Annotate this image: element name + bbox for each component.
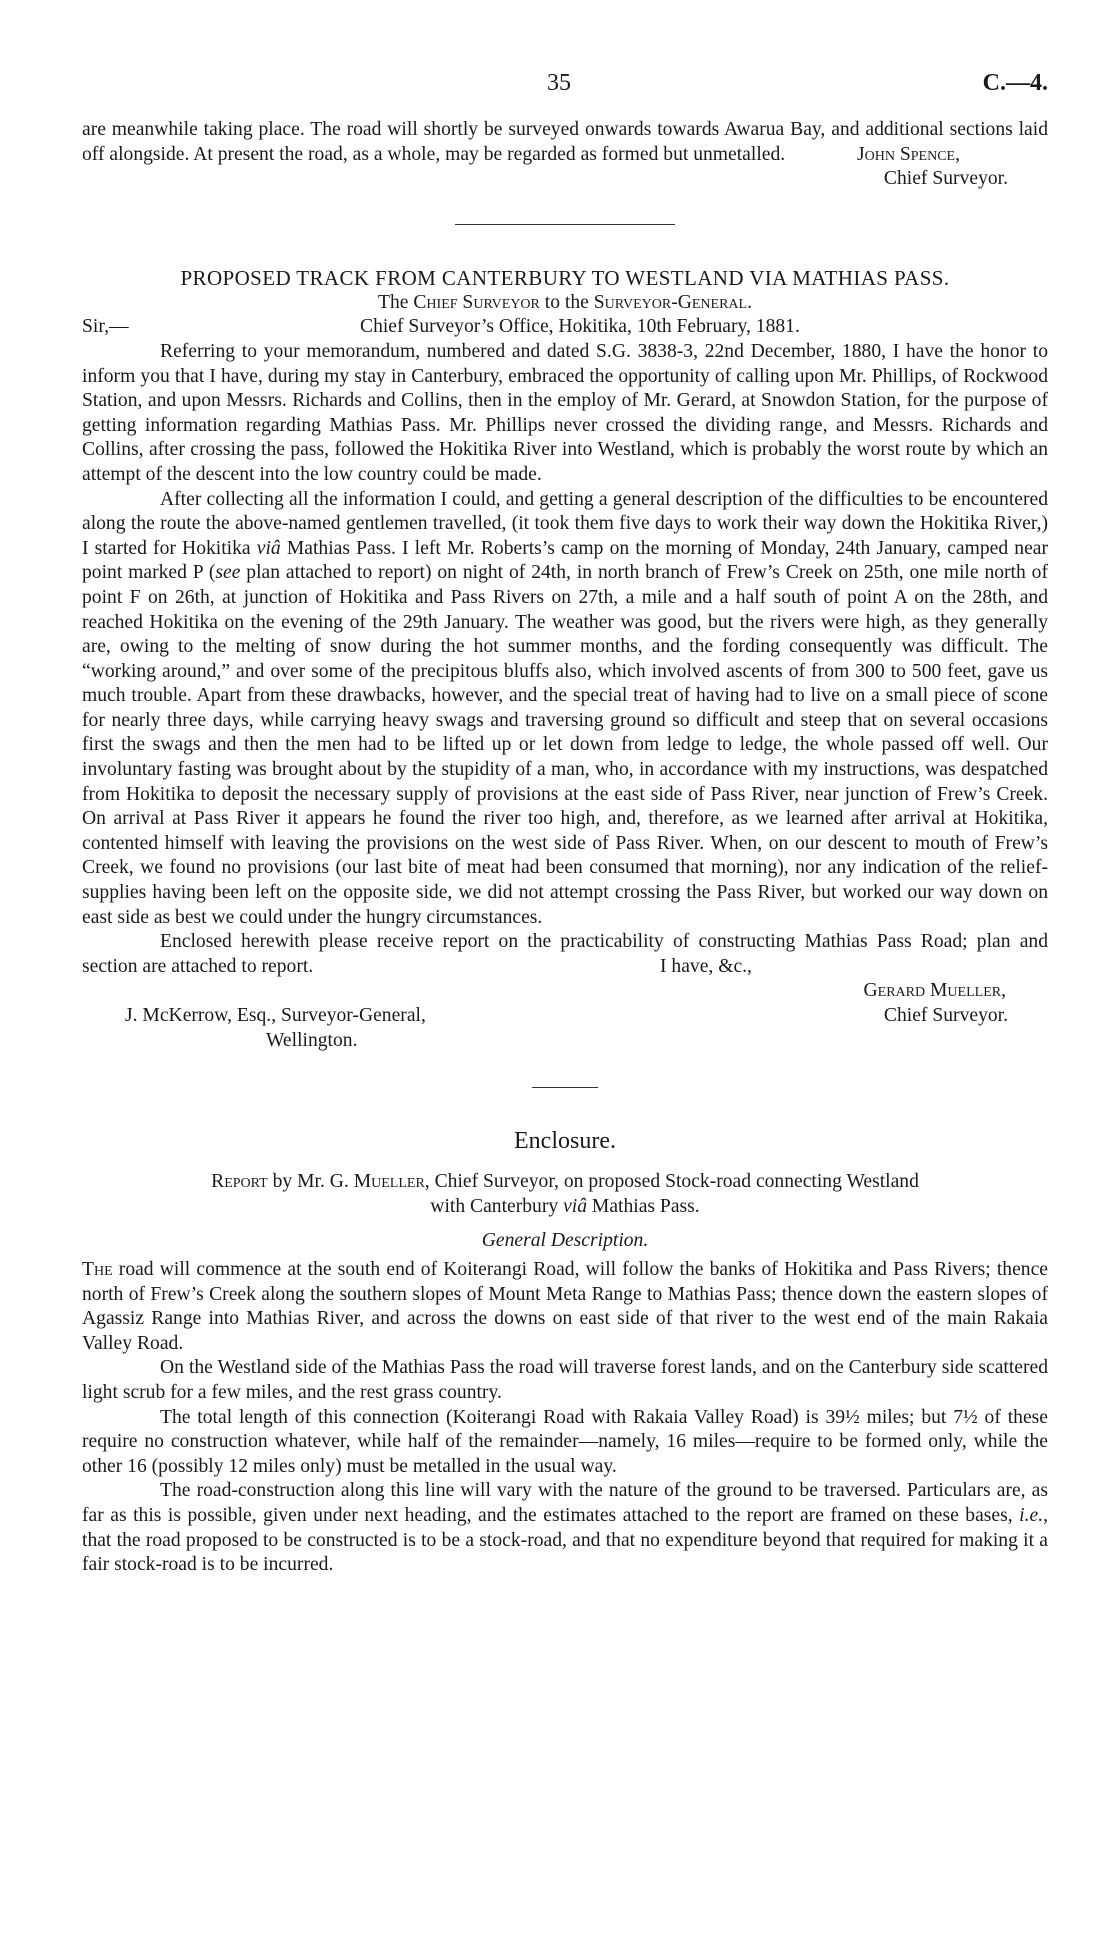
para2-via: viâ: [256, 537, 281, 559]
subtitle-to: Surveyor-General.: [593, 291, 752, 313]
enclosure-paragraph-2: On the Westland side of the Mathias Pass the road will traverse forest lands, and on the Canterbury side scattered light scrub for a few miles, and the rest grass country.: [82, 1357, 1048, 1403]
enclosure-paragraph-4: [82, 1479, 1048, 1577]
report-by: by Mr. G.: [267, 1171, 354, 1193]
opening-paragraph: are meanwhile taking place. The road will shortly be surveyed onwards towards Awarua Bay, and additional sections laid off alongside. At present the road, as a whole, may be regarded as formed but unmetalled.: [82, 119, 1048, 165]
salutation: Sir,—: [82, 316, 129, 338]
salutation-line: [82, 315, 1048, 340]
enclosure-title: Enclosure.: [514, 1128, 616, 1155]
report-word: Report: [211, 1171, 268, 1193]
letter-paragraph-2: [82, 488, 1048, 931]
para2-part-c: plan attached to report) on night of 24th, in north branch of Frew’s Creek on 25th, one mile north of point F on 26th, at junction of Hokitika and Pass Rivers on 27th, a mile and a half south of point A on the 28th, and reached Hokitika on the evening of the 29th January. The weather was good, but the rivers were high, as they generally are, owing to the melting of snow during the hot summer months, and the fording consequently was difficult. The “working around,” and over some of the precipitous bluffs also, which involved ascents of from 300 to 500 feet, gave us much trouble. Apart from these drawbacks, however, and the special treat of having had to live on a small piece of scone for nearly three days, while carrying heavy swags and traversing ground so difficult and steep that on several occasions first the swags and then the men had to be lifted up or let down from ledge to ledge, the whole passed off well. Our involuntary fasting was brought about by the stupidity of a man, who, in accordance with my instructions, was despatched from Hokitika to deposit the necessary supply of provisions at the east side of Pass River, near junction of Frew’s Creek. On arrival at Pass River it appears he found the river too high, and, therefore, as we learned after arrival at Hokitika, contented himself with leaving the provisions on the west side of Pass River. When, on our descent to mouth of Frew’s Creek, we found no provisions (our last bite of meat had been consumed that morning), nor any indication of the relief-supplies having been left on the opposite side, we did not attempt crossing the Pass River, but worked our way down on east side as best we could under the hungry circumstances.: [82, 562, 1049, 928]
report-line-a: , Chief Surveyor, on proposed Stock-road connecting Westland: [424, 1171, 919, 1193]
page-header: [82, 0, 1048, 118]
subtitle-prefix: The: [377, 291, 414, 313]
enclosure-section: [82, 1126, 1048, 1578]
enclosure-paragraph-1: [82, 1258, 1048, 1356]
para2-part-b: Mathias Pass. I left Mr. Roberts’s camp on the morning of Monday, 24th January, camped near point marked P (: [82, 537, 1048, 584]
letter-paragraph-1: Referring to your memorandum, numbered and dated S.G. 3838-3, 22nd December, 1880, I have the honor to inform you that I have, during my stay in Canterbury, embraced the opportunity of calling upon Mr. Phillips, of Rockwood Station, and upon Messrs. Richards and Collins, then in the employ of Mr. Gerard, at Snowdon Station, for the purpose of getting information regarding Mathias Pass. Mr. Phillips never crossed the dividing range, and Messrs. Richards and Collins, after crossing the pass, followed the Hokitika River into Westland, which is probably the worst route by which an attempt of the descent into the low country could be made.: [82, 340, 1048, 485]
enclosure-paragraph-3: The total length of this connection (Koiterangi Road with Rakaia Valley Road) is 39½ miles; but 7½ of these require no construction whatever, while half of the remainder—namely, 16 miles—require to be formed only, while the other 16 (possibly 12 miles only) must be metalled in the usual way.: [82, 1406, 1048, 1477]
letter-subtitle: [82, 291, 1048, 316]
report-line-b-pre: with Canterbury: [430, 1195, 564, 1217]
letter-paragraph-3: Enclosed herewith please receive report on the practicability of constructing Mathias Pass Road; plan and section are attached to report.: [82, 931, 1048, 977]
signer-title: Chief Surveyor.: [883, 1005, 1008, 1026]
document-reference: C.—4.: [982, 70, 1048, 96]
para2-see: see: [215, 562, 241, 584]
section-divider: [455, 224, 675, 225]
dateline: Chief Surveyor’s Office, Hokitika, 10th February, 1881.: [360, 316, 800, 338]
p1-text: road will commence at the south end of Koiterangi Road, will follow the banks of Hokitika and Pass Rivers; thence north of Frew’s Creek along the southern slopes of Mount Meta Range to Mathias Pass; thence down the eastern slopes of Agassiz Range into Mathias River, and across the downs on east side of that river to the west end of the main Rakaia Valley Road.: [82, 1258, 1048, 1354]
para2-part-a: After collecting all the information I could, and getting a general description of the difficulties to be encountered along the route the above-named gentlemen travelled, (it took them five days to work their way down the Hokitika River,) I started for Hokitika: [82, 488, 1048, 559]
addressee-city: Wellington.: [266, 1029, 358, 1051]
opening-signature-title: Chief Surveyor.: [883, 168, 1008, 190]
subtitle-mid: to the: [539, 291, 594, 313]
closing: I have, &c.,: [660, 955, 752, 977]
report-name: Mueller: [353, 1171, 425, 1193]
enclosure-divider: [532, 1087, 598, 1088]
p1-the: The: [82, 1258, 113, 1280]
opening-section: [82, 118, 1048, 192]
p4-ie: i.e.: [1019, 1504, 1044, 1526]
letter-signoff: [82, 955, 1048, 1053]
p4-part-a: The road-construction along this line will vary with the nature of the ground to be traversed. Particulars are, as far as this is possible, given under next heading, and the estimates attached to the report are framed on these bases,: [82, 1480, 1048, 1526]
signer-name: Gerard Mueller,: [863, 980, 1006, 1002]
report-line-b-post: Mathias Pass.: [587, 1195, 700, 1217]
report-heading: [82, 1170, 1048, 1219]
report-line-b-via: viâ: [563, 1195, 588, 1217]
addressee: J. McKerrow, Esq., Surveyor-General,: [125, 1005, 426, 1026]
p4-part-b: , that the road proposed to be constructed is to be a stock-road, and that no expenditure beyond that required for making it a fair stock-road is to be incurred.: [82, 1504, 1048, 1576]
section-heading: General Description.: [481, 1230, 649, 1252]
opening-signature-name: John Spence,: [857, 143, 960, 165]
page-number: 35: [547, 70, 571, 96]
addressee-line: [82, 1004, 1048, 1029]
letter-section: [82, 265, 1048, 1053]
letter-title: PROPOSED TRACK FROM CANTERBURY TO WESTLAND VIA MATHIAS PASS.: [180, 265, 950, 290]
subtitle-from: Chief Surveyor: [413, 291, 540, 313]
document-page: [82, 0, 1048, 1578]
